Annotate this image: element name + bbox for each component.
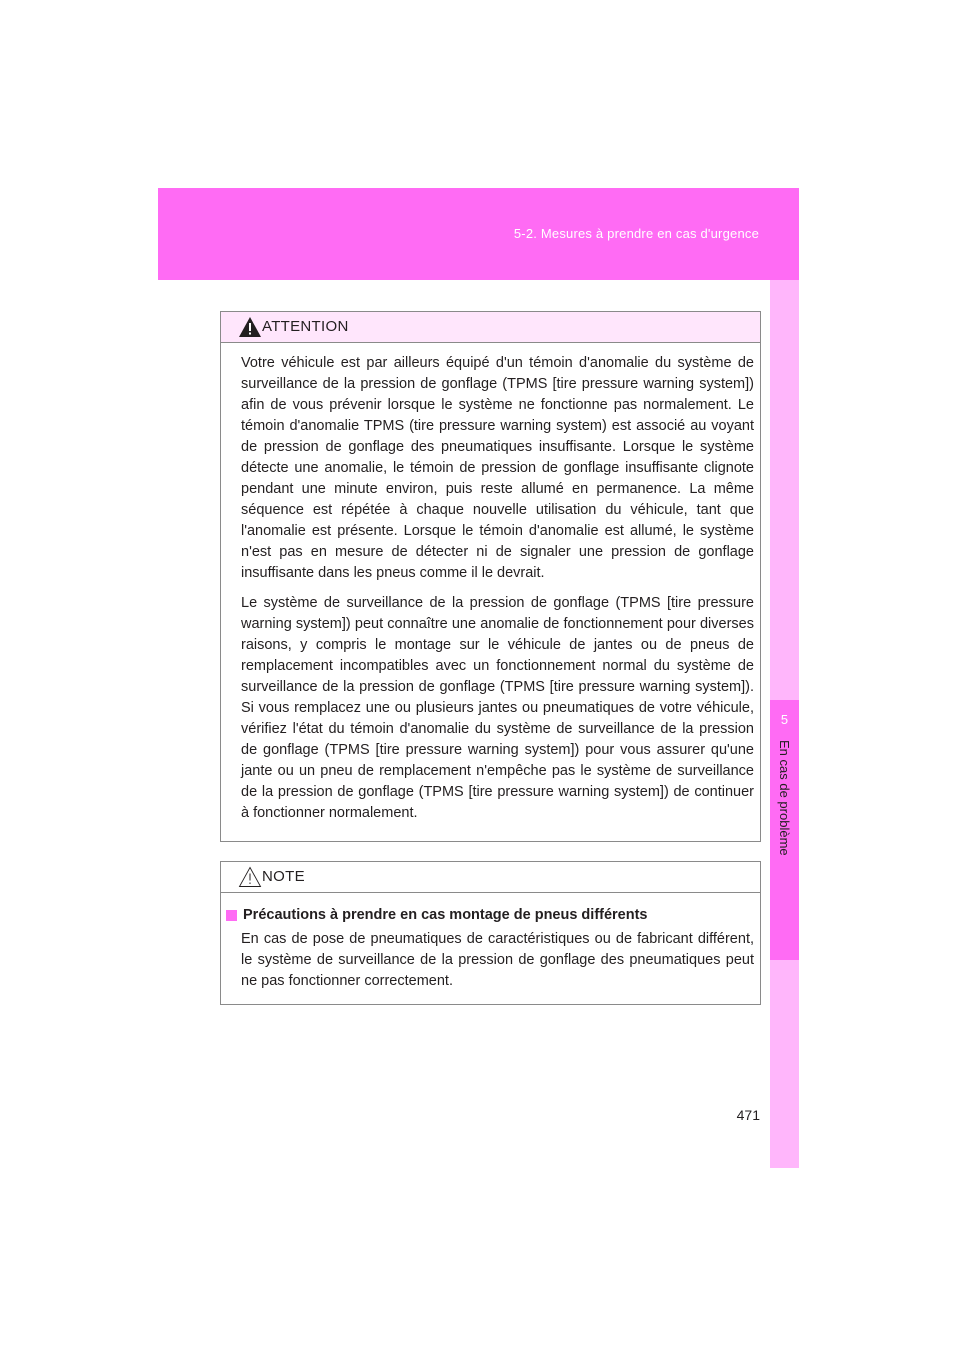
attention-body bbox=[221, 343, 760, 824]
note-heading bbox=[241, 905, 754, 926]
note-box bbox=[220, 861, 761, 1005]
note-paragraph: En cas de pose de pneumatiques de caractéristiques ou de fabricant différent, le système de surveillance de la pression de gonflage des pneumatiques peut ne pas fonctionner correctement. bbox=[241, 931, 754, 989]
attention-box bbox=[220, 311, 761, 842]
note-label: NOTE bbox=[262, 868, 305, 885]
chapter-number: 5 bbox=[780, 712, 789, 727]
warning-triangle-outline-icon bbox=[238, 866, 262, 888]
square-bullet-icon bbox=[226, 910, 237, 921]
chapter-label: En cas de problème bbox=[777, 740, 792, 856]
warning-triangle-filled-icon bbox=[238, 316, 262, 338]
note-header bbox=[221, 862, 760, 893]
attention-label: ATTENTION bbox=[262, 318, 349, 335]
note-body bbox=[221, 893, 760, 992]
attention-header bbox=[221, 312, 760, 343]
page-number: 471 bbox=[736, 1107, 760, 1123]
attention-paragraph-2: Le système de surveillance de la pression de gonflage (TPMS [tire pressure warning system]) peut connaître une anomalie de fonctionnement pour diverses raisons, y compris le montage sur le véhicule de jantes ou de pneus de remplacement incompatibles avec un fonctionnement normal du système de surveillance de la pression de gonflage (TPMS [tire pressure warning system]). Si vous remplacez une ou plusieurs jantes ou pneumatiques de votre véhicule, vérifiez l'état du témoin d'anomalie du système de surveillance de la pression de gonflage (TPMS [tire pressure warning system]) pour vous assurer qu'une jante ou un pneu de remplacement n'empêche pas le système de surveillance de la pression de gonflage (TPMS [tire pressure warning system]) de continuer à fonctionner normalement. bbox=[241, 595, 754, 821]
header-band bbox=[158, 188, 799, 280]
note-heading-text: Précautions à prendre en cas montage de pneus différents bbox=[243, 907, 648, 923]
attention-paragraph-1: Votre véhicule est par ailleurs équipé d'un témoin d'anomalie du système de surveillance de la pression de gonflage (TPMS [tire pressure warning system]) afin de vous prévenir lorsque le système ne fonctionne pas normalement. Le témoin d'anomalie TPMS (tire pressure warning system) est associé au voyant de pression de gonflage des pneumatiques insuffisante. Lorsque le système détecte une anomalie, le témoin de pression de gonflage insuffisante clignote pendant une minute environ, puis reste allumé en permanence. La même séquence est répétée à chaque nouvelle utilisation du véhicule, tant que l'anomalie est présente. Lorsque le témoin d'anomalie est allumé, le système n'est pas en mesure de détecter ni de signaler une pression de gonflage insuffisante dans les pneus comme il le devrait. bbox=[241, 355, 754, 581]
section-title: 5-2. Mesures à prendre en cas d'urgence bbox=[513, 226, 759, 241]
